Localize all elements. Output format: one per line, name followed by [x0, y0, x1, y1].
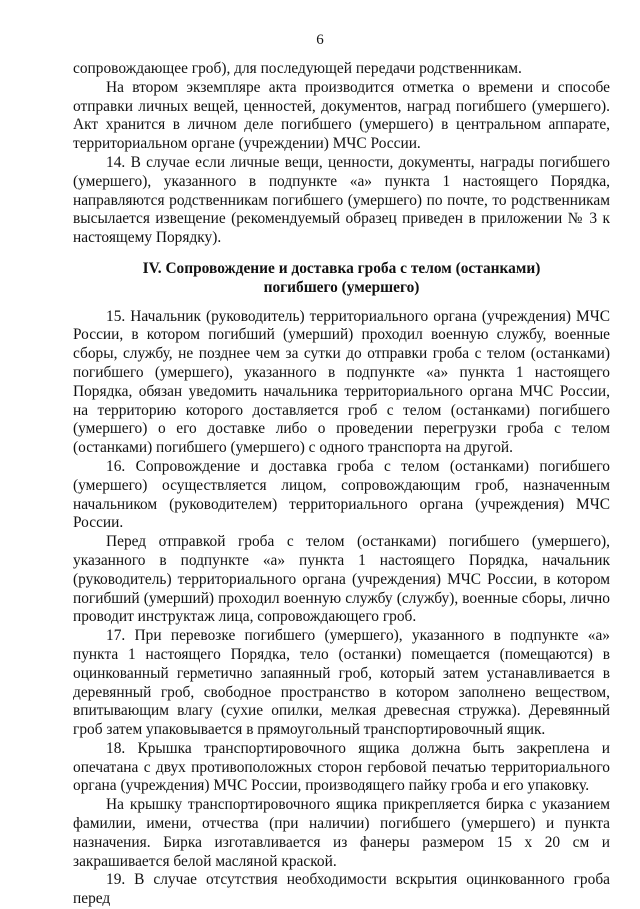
paragraph-item-19: 19. В случае отсутствия необходимости вскрытия оцинкованного гроба перед: [73, 871, 610, 908]
paragraph-item-14: 14. В случае если личные вещи, ценности, документы, награды погибшего (умершего), указанного в подпункте «а» пункта 1 настоящего Порядка, направляются родственникам погибшего (умершего) по почте, то родственникам высылается извещение (рекомендуемый образец приведен в приложении № 3 к настоящему Порядку).: [73, 153, 610, 247]
section-heading: [73, 260, 610, 298]
section-heading-line-1: IV. Сопровождение и доставка гроба с телом (останками): [142, 259, 541, 277]
document-body: [73, 60, 610, 909]
paragraph-item-18: 18. Крышка транспортировочного ящика должна быть закреплена и опечатана с двух противоположных сторон гербовой печатью территориального органа (учреждения) МЧС России, производящего пайку гроба и его упаковку.: [73, 739, 610, 795]
paragraph-act-second-copy: На втором экземпляре акта производится отметка о времени и способе отправки личных вещей, ценностей, документов, наград погибшего (умершего). Акт хранится в личном деле погибшего (умершего) в центральном аппарате, территориальном органе (учреждении) МЧС России.: [73, 78, 610, 153]
paragraph-item-16: 16. Сопровождение и доставка гроба с телом (останками) погибшего (умершего) осуществляется лицом, сопровождающим гроб, назначенным начальником (руководителем) территориального органа (учреждения) МЧС России.: [73, 457, 610, 532]
paragraph-item-17: 17. При перевозке погибшего (умершего), указанного в подпункте «а» пункта 1 настоящего Порядка, тело (останки) помещается (помещаются) в оцинкованный герметично запаянный гроб, который затем устанавливается в деревянный гроб, свободное пространство в котором заполнено веществом, впитывающим влагу (сухие опилки, мелкая древесная стружка). Деревянный гроб затем упаковывается в прямоугольный транспортировочный ящик.: [73, 627, 610, 739]
paragraph-instruction: Перед отправкой гроба с телом (останками) погибшего (умершего), указанного в подпункте «а» пункта 1 настоящего Порядка, начальник (руководитель) территориального органа (учреждения) МЧС России, в котором погибший (умерший) проходил военную службу (службу), военные сборы, лично проводит инструктаж лица, сопровождающего гроб.: [73, 533, 610, 626]
paragraph-tag: На крышку транспортировочного ящика прикрепляется бирка с указанием фамилии, имени, отчества (при наличии) погибшего (умершего) и пункта назначения. Бирка изготавливается из фанеры размером 15 х 20 см и закрашивается белой масляной краской.: [73, 796, 610, 870]
paragraph-item-15: 15. Начальник (руководитель) территориального органа (учреждения) МЧС России, в котором погибший (умерший) проходил военную службу, военные сборы, службу, не позднее чем за сутки до отправки гроба с телом (останками) погибшего (умершего), указанного в подпункте «а» пункта 1 настоящего Порядка, обязан уведомить начальника территориального органа МЧС России, на территорию которого доставляется гроб с телом (останками) погибшего (умершего) о его доставке либо о проведении перегрузки гроба с телом (останками) погибшего (умершего) с одного транспорта на другой.: [73, 307, 610, 457]
paragraph-continuation: сопровождающее гроб), для последующей передачи родственникам.: [73, 60, 522, 77]
page-number: 6: [316, 32, 324, 48]
section-heading-line-2: погибшего (умершего): [263, 278, 420, 296]
